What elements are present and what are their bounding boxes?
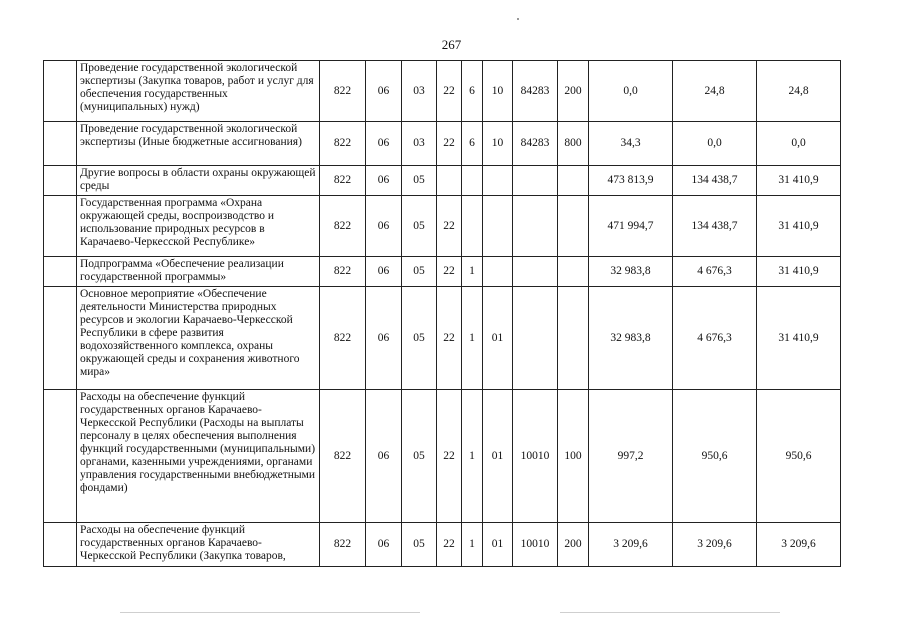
subprogram-code: 1	[462, 390, 483, 523]
amount-year-3: 950,6	[757, 390, 841, 523]
expense-type-code: 200	[558, 61, 589, 122]
page-number: 267	[441, 37, 462, 52]
expense-type-code	[558, 196, 589, 257]
scan-artifact-line	[560, 612, 780, 613]
program-code: 22	[437, 61, 462, 122]
subsection-code: 05	[402, 196, 437, 257]
empty-number-cell	[44, 196, 77, 257]
event-code: 01	[483, 390, 513, 523]
subprogram-code: 6	[462, 61, 483, 122]
ministry-code: 822	[320, 166, 366, 196]
subsection-code: 03	[402, 122, 437, 166]
amount-year-2: 24,8	[673, 61, 757, 122]
empty-number-cell	[44, 390, 77, 523]
expense-type-code: 100	[558, 390, 589, 523]
direction-code: 84283	[513, 122, 558, 166]
empty-number-cell	[44, 257, 77, 287]
event-code: 10	[483, 122, 513, 166]
budget-table-body	[44, 61, 841, 567]
expense-type-code	[558, 166, 589, 196]
subprogram-code	[462, 196, 483, 257]
empty-number-cell	[44, 122, 77, 166]
program-code: 22	[437, 390, 462, 523]
amount-year-2: 134 438,7	[673, 196, 757, 257]
ministry-code: 822	[320, 523, 366, 567]
subsection-code: 03	[402, 61, 437, 122]
subprogram-code: 6	[462, 122, 483, 166]
event-code: 01	[483, 523, 513, 567]
event-code: 01	[483, 287, 513, 390]
section-code: 06	[366, 390, 402, 523]
table-row	[44, 196, 841, 257]
subsection-code: 05	[402, 523, 437, 567]
amount-year-3: 31 410,9	[757, 166, 841, 196]
table-row	[44, 61, 841, 122]
amount-year-1: 32 983,8	[589, 287, 673, 390]
expense-name: Расходы на обеспечение функций государственных органов Карачаево-Черкесской Республики (Закупка товаров,	[77, 523, 320, 567]
amount-year-3: 3 209,6	[757, 523, 841, 567]
program-code: 22	[437, 122, 462, 166]
amount-year-1: 32 983,8	[589, 257, 673, 287]
amount-year-1: 473 813,9	[589, 166, 673, 196]
program-code: 22	[437, 257, 462, 287]
direction-code	[513, 257, 558, 287]
section-code: 06	[366, 122, 402, 166]
section-code: 06	[366, 257, 402, 287]
amount-year-3: 0,0	[757, 122, 841, 166]
scan-speck	[517, 18, 519, 20]
amount-year-2: 4 676,3	[673, 257, 757, 287]
ministry-code: 822	[320, 390, 366, 523]
amount-year-1: 3 209,6	[589, 523, 673, 567]
amount-year-3: 31 410,9	[757, 287, 841, 390]
event-code	[483, 257, 513, 287]
scan-artifact-line	[120, 612, 420, 613]
amount-year-1: 34,3	[589, 122, 673, 166]
empty-number-cell	[44, 166, 77, 196]
program-code	[437, 166, 462, 196]
expense-name: Подпрограмма «Обеспечение реализации государственной программы»	[77, 257, 320, 287]
ministry-code: 822	[320, 61, 366, 122]
amount-year-1: 997,2	[589, 390, 673, 523]
subprogram-code: 1	[462, 287, 483, 390]
direction-code	[513, 287, 558, 390]
section-code: 06	[366, 523, 402, 567]
direction-code: 84283	[513, 61, 558, 122]
amount-year-2: 3 209,6	[673, 523, 757, 567]
subprogram-code: 1	[462, 257, 483, 287]
table-row	[44, 287, 841, 390]
amount-year-2: 134 438,7	[673, 166, 757, 196]
subprogram-code	[462, 166, 483, 196]
expense-name: Другие вопросы в области охраны окружающей среды	[77, 166, 320, 196]
amount-year-3: 24,8	[757, 61, 841, 122]
amount-year-2: 950,6	[673, 390, 757, 523]
ministry-code: 822	[320, 257, 366, 287]
subsection-code: 05	[402, 257, 437, 287]
table-row	[44, 390, 841, 523]
expense-name: Проведение государственной экологической экспертизы (Закупка товаров, работ и услуг для обеспечения государственных (муниципальных) нужд)	[77, 61, 320, 122]
table-row	[44, 257, 841, 287]
program-code: 22	[437, 196, 462, 257]
amount-year-1: 0,0	[589, 61, 673, 122]
expense-name: Расходы на обеспечение функций государственных органов Карачаево-Черкесской Республики (Расходы на выплаты персоналу в целях обеспечения выполнения функций государственными (муниципальными) органами, казенными учреждениями, органами управления государственными внебюджетными фондами)	[77, 390, 320, 523]
section-code: 06	[366, 287, 402, 390]
expense-type-code: 800	[558, 122, 589, 166]
expense-name: Проведение государственной экологической экспертизы (Иные бюджетные ассигнования)	[77, 122, 320, 166]
event-code	[483, 166, 513, 196]
table-row	[44, 166, 841, 196]
budget-table	[43, 60, 841, 567]
ministry-code: 822	[320, 196, 366, 257]
ministry-code: 822	[320, 122, 366, 166]
event-code	[483, 196, 513, 257]
empty-number-cell	[44, 287, 77, 390]
amount-year-1: 471 994,7	[589, 196, 673, 257]
expense-type-code	[558, 287, 589, 390]
program-code: 22	[437, 287, 462, 390]
amount-year-3: 31 410,9	[757, 257, 841, 287]
empty-number-cell	[44, 523, 77, 567]
subsection-code: 05	[402, 390, 437, 523]
subsection-code: 05	[402, 166, 437, 196]
expense-name: Основное мероприятие «Обеспечение деятельности Министерства природных ресурсов и экологии Карачаево-Черкесской Республики в сфере развития водохозяйственного комплекса, охраны окружающей среды и сохранения животного мира»	[77, 287, 320, 390]
direction-code	[513, 196, 558, 257]
expense-type-code	[558, 257, 589, 287]
section-code: 06	[366, 166, 402, 196]
expense-type-code: 200	[558, 523, 589, 567]
table-row	[44, 122, 841, 166]
event-code: 10	[483, 61, 513, 122]
amount-year-3: 31 410,9	[757, 196, 841, 257]
ministry-code: 822	[320, 287, 366, 390]
section-code: 06	[366, 61, 402, 122]
subprogram-code: 1	[462, 523, 483, 567]
empty-number-cell	[44, 61, 77, 122]
expense-name: Государственная программа «Охрана окружающей среды, воспроизводство и использование природных ресурсов в Карачаево-Черкесской Республике»	[77, 196, 320, 257]
amount-year-2: 0,0	[673, 122, 757, 166]
amount-year-2: 4 676,3	[673, 287, 757, 390]
table-row	[44, 523, 841, 567]
direction-code: 10010	[513, 390, 558, 523]
section-code: 06	[366, 196, 402, 257]
subsection-code: 05	[402, 287, 437, 390]
program-code: 22	[437, 523, 462, 567]
direction-code: 10010	[513, 523, 558, 567]
direction-code	[513, 166, 558, 196]
